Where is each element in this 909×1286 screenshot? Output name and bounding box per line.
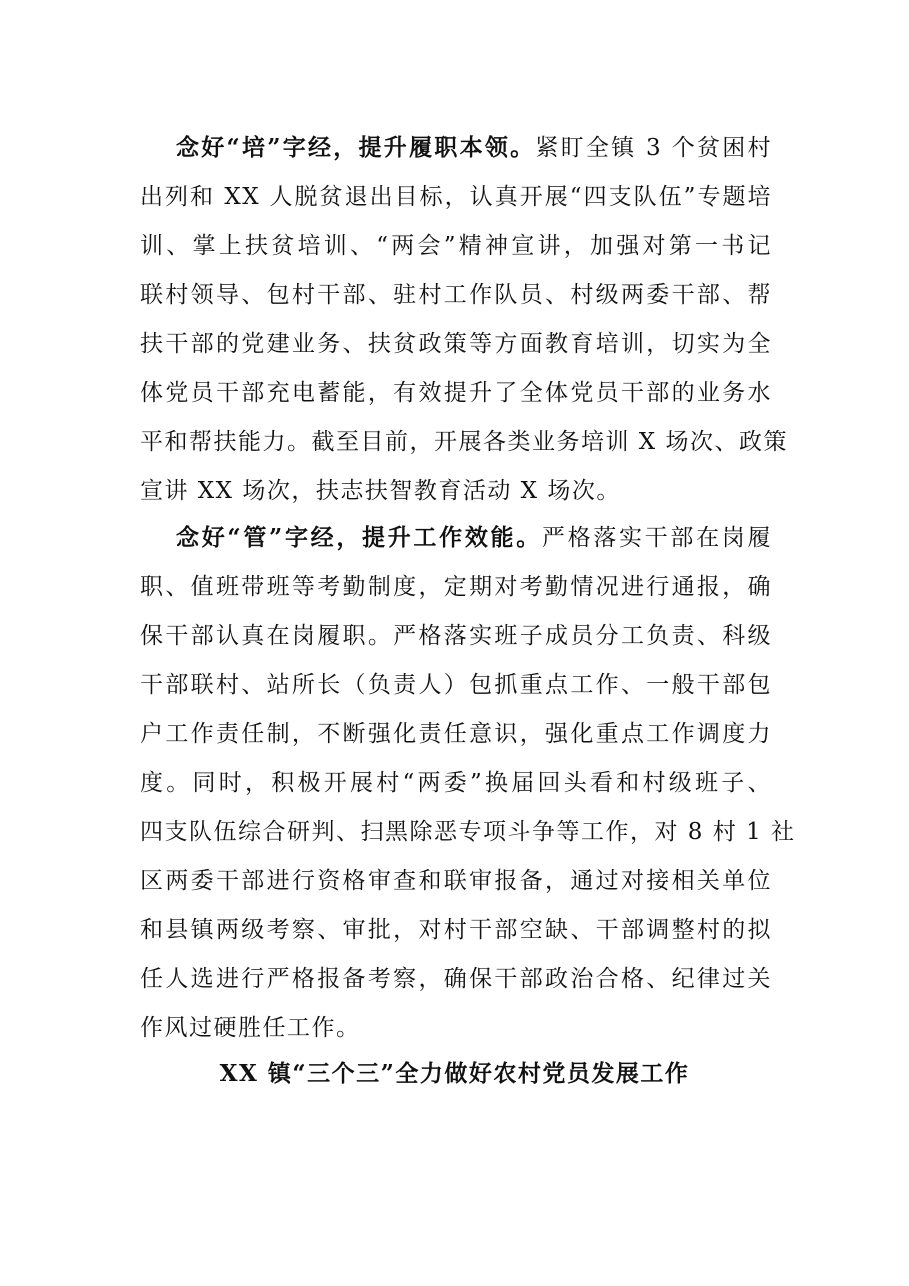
- paragraph-line: 扶干部的党建业务、扶贫政策等方面教育培训，切实为全: [140, 331, 772, 357]
- paragraph-line: 作风过硬胜任工作。: [140, 1015, 361, 1041]
- paragraph-line: 出列和 XX 人脱贫退出目标，认真开展“四支队伍”专题培: [140, 184, 772, 210]
- paragraph-text: 紧盯全镇 3 个贫困村: [535, 135, 772, 161]
- paragraph-training: [140, 123, 788, 516]
- paragraph-line: 联村领导、包村干部、驻村工作队员、村级两委干部、帮: [140, 282, 772, 308]
- paragraph-text: 严格落实干部在岗履: [541, 525, 772, 551]
- paragraph-line: 户工作责任制，不断强化责任意识，强化重点工作调度力: [140, 721, 772, 747]
- paragraph-line: 度。同时，积极开展村“两委”换届回头看和村级班子、: [140, 770, 772, 796]
- paragraph-line: 宣讲 XX 场次，扶志扶智教育活动 X 场次。: [140, 478, 621, 504]
- paragraph-heading: 念好“管”字经，提升工作效能。: [176, 524, 542, 551]
- paragraph-line: 任人选进行严格报备考察，确保干部政治合格、纪律过关: [140, 966, 772, 992]
- paragraph-line: 平和帮扶能力。截至目前，开展各类业务培训 X 场次、政策: [140, 429, 788, 455]
- paragraph-line: 保干部认真在岗履职。严格落实班子成员分工负责、科级: [140, 623, 772, 649]
- paragraph-line: 区两委干部进行资格审查和联审报备，通过对接相关单位: [140, 868, 772, 894]
- paragraph-management: [140, 513, 796, 1053]
- paragraph-first-line: [140, 123, 772, 173]
- section-title: XX 镇“三个三”全力做好农村党员发展工作: [219, 1060, 690, 1087]
- paragraph-line: 职、值班带班等考勤制度，定期对考勤情况进行通报，确: [140, 574, 772, 600]
- paragraph-line: 训、掌上扶贫培训、“两会”精神宣讲，加强对第一书记: [140, 233, 772, 259]
- paragraph-line: 体党员干部充电蓄能，有效提升了全体党员干部的业务水: [140, 380, 772, 406]
- paragraph-line: 干部联村、站所长（负责人）包抓重点工作、一般干部包: [140, 672, 772, 698]
- paragraph-first-line: [140, 513, 772, 563]
- paragraph-heading: 念好“培”字经，提升履职本领。: [176, 134, 536, 161]
- paragraph-line: 四支队伍综合研判、扫黑除恶专项斗争等工作，对 8 村 1 社: [140, 819, 796, 845]
- paragraph-line: 和县镇两级考察、审批，对村干部空缺、干部调整村的拟: [140, 917, 772, 943]
